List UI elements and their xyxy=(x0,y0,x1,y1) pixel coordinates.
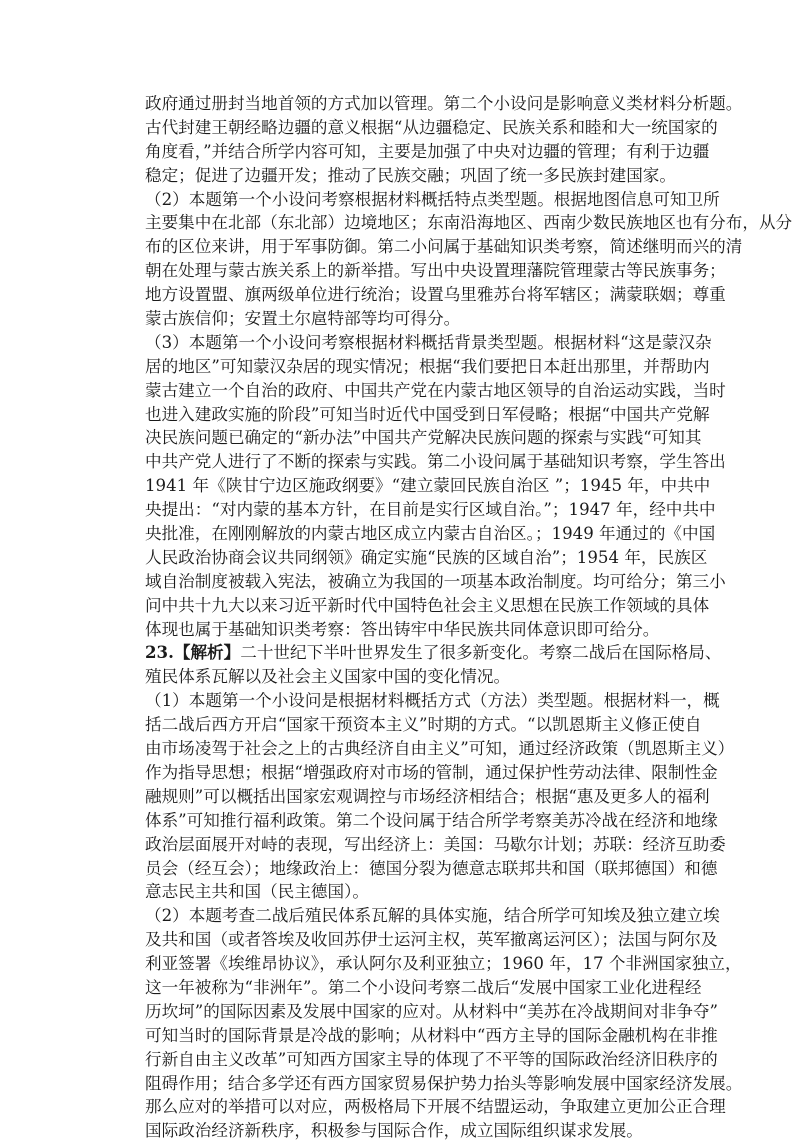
text-line: 央提出：“对内蒙的基本方针，在目前是实行区域自治。”；1947 年，经中共中 xyxy=(145,500,716,520)
text-line: 布的区位来讲，用于军事防御。第二小问属于基础知识类考察，简述继明而兴的清 xyxy=(145,237,743,257)
text-line: 融规则”可以概括出国家宏观调控与市场经济相结合；根据“惠及更多人的福利 xyxy=(145,786,710,806)
text-line: 体现也属于基础知识类考察：答出铸牢中华民族共同体意识即可给分。 xyxy=(145,619,660,639)
text-line: 政府通过册封当地首领的方式加以管理。第二个小设问是影响意义类材料分析题。 xyxy=(145,94,743,113)
text-line xyxy=(145,641,722,665)
text-line: 角度看，”并结合所学内容可知，主要是加强了中央对边疆的管理；有利于边疆 xyxy=(145,141,710,161)
text-line: 古代封建王朝经略边疆的意义根据“从边疆稳定、民族关系和睦和大一统国家的 xyxy=(145,117,718,137)
text-line: 央批准，在刚刚解放的内蒙古地区成立内蒙古自治区。；1949 年通过的《中国 xyxy=(145,524,716,544)
text-line: 那么应对的举措可以对应，两极格局下开展不结盟运动，争取建立更加公正合理 xyxy=(145,1097,726,1117)
text-line: 利亚签署《埃维昂协议》，承认阿尔及利亚独立；1960 年，17 个非洲国家独立， xyxy=(145,954,742,974)
text-line: （3）本题第一个小设问考察根据材料概括背景类型题。根据材料“这是蒙汉杂 xyxy=(145,332,712,352)
text-line: 问中共十九大以来习近平新时代中国特色社会主义思想在民族工作领域的具体 xyxy=(145,595,710,615)
text-line: 意志民主共和国（民主德国）。 xyxy=(145,882,370,902)
text-line: 国际政治经济新秩序，积极参与国际合作，成立国际组织谋求发展。 xyxy=(145,1121,643,1141)
text-line: 这一年被称为“非洲年”。第二个小设问考察二战后“发展中国家工业化进程经 xyxy=(145,977,702,997)
text-line: 阻碍作用；结合多学还有西方国家贸易保护势力抬头等影响发展中国家经济发展。 xyxy=(145,1073,743,1093)
text-line: 可知当时的国际背景是冷战的影响；从材料中“西方主导的国际金融机构在非推 xyxy=(145,1025,718,1045)
text-line: 行新自由主义改革”可知西方国家主导的体现了不平等的国际政治经济旧秩序的 xyxy=(145,1049,718,1069)
question-number-heading: 23.【解析】 xyxy=(145,642,241,663)
text-line: 人民政治协商会议共同纲领》确定实施“民族的区域自治”；1954 年，民族区 xyxy=(145,547,708,567)
text-line: 地方设置盟、旗两级单位进行统治；设置乌里雅苏台将军辖区；满蒙联姻；尊重 xyxy=(145,285,726,305)
text-line: 朝在处理与蒙古族关系上的新举措。写出中央设置理藩院管理蒙古等民族事务； xyxy=(145,261,726,281)
text-line: 也进入建政实施的阶段”可知当时近代中国受到日军侵略；根据“中国共产党解 xyxy=(145,404,710,424)
text-line: 域自治制度被载入宪法，被确立为我国的一项基本政治制度。均可给分；第三小 xyxy=(145,571,726,591)
text-line: 1941 年《陕甘宁边区施政纲要》“建立蒙回民族自治区 ”；1945 年，中共中 xyxy=(145,476,711,496)
text-line: 决民族问题已确定的“新办法”中国共产党解决民族问题的探索与实践“可知其 xyxy=(145,428,702,448)
text-line: 及共和国（或者答埃及收回苏伊士运河主权，英军撤离运河区）；法国与阿尔及 xyxy=(145,930,718,950)
text-line: 中共产党人进行了不断的探索与实践。第二小设问属于基础知识考察，学生答出 xyxy=(145,452,726,472)
text-line: 员会（经互会）；地缘政治上：德国分裂为德意志联邦共和国（联邦德国）和德 xyxy=(145,858,718,878)
text-line: 殖民体系瓦解以及社会主义国家中国的变化情况。 xyxy=(145,667,511,687)
text-line: 括二战后西方开启“国家干预资本主义”时期的方式。“以凯恩斯主义修正使自 xyxy=(145,715,702,735)
text-line: 居的地区”可知蒙汉杂居的现实情况；根据“我们要把日本赶出那里，并帮助内 xyxy=(145,356,710,376)
text-line: 蒙古族信仰；安置土尔扈特部等均可得分。 xyxy=(145,309,461,329)
text-line: （2）本题考查二战后殖民体系瓦解的具体实施，结合所学可知埃及独立建立埃 xyxy=(145,906,720,926)
text-line: 政治层面展开对峙的表现，写出经济上：美国：马歇尔计划；苏联：经济互助委 xyxy=(145,834,726,854)
text-line: 稳定；促进了边疆开发；推动了民族交融；巩固了统一多民族封建国家。 xyxy=(145,165,676,185)
text-line: 历坎坷”的国际因素及发展中国家的应对。从材料中“美苏在冷战期间对非争夺” xyxy=(145,1001,719,1021)
text-line: （2）本题第一个小设问考察根据材料概括特点类型题。根据地图信息可知卫所 xyxy=(145,189,720,209)
text-line: 体系”可知推行福利政策。第二个设问属于结合所学考察美苏冷战在经济和地缘 xyxy=(145,810,718,830)
text-line: 蒙古建立一个自治的政府、中国共产党在内蒙古地区领导的自治运动实践，当时 xyxy=(145,380,726,400)
text-line: （1）本题第一个小设问是根据材料概括方式（方法）类型题。根据材料一，概 xyxy=(145,691,720,711)
text-line: 主要集中在北部（东北部）边境地区；东南沿海地区、西南少数民族地区也有分布，从分 xyxy=(145,213,793,233)
text-line-rest: 二十世纪下半叶世界发生了很多新变化。考察二战后在国际格局、 xyxy=(240,643,722,663)
text-line: 作为指导思想；根据“增强政府对市场的管制，通过保护性劳动法律、限制性金 xyxy=(145,762,718,782)
text-line: 由市场凌驾于社会之上的古典经济自由主义”可知，通过经济政策（凯恩斯主义） xyxy=(145,739,735,759)
answer-analysis-text xyxy=(145,92,793,1143)
